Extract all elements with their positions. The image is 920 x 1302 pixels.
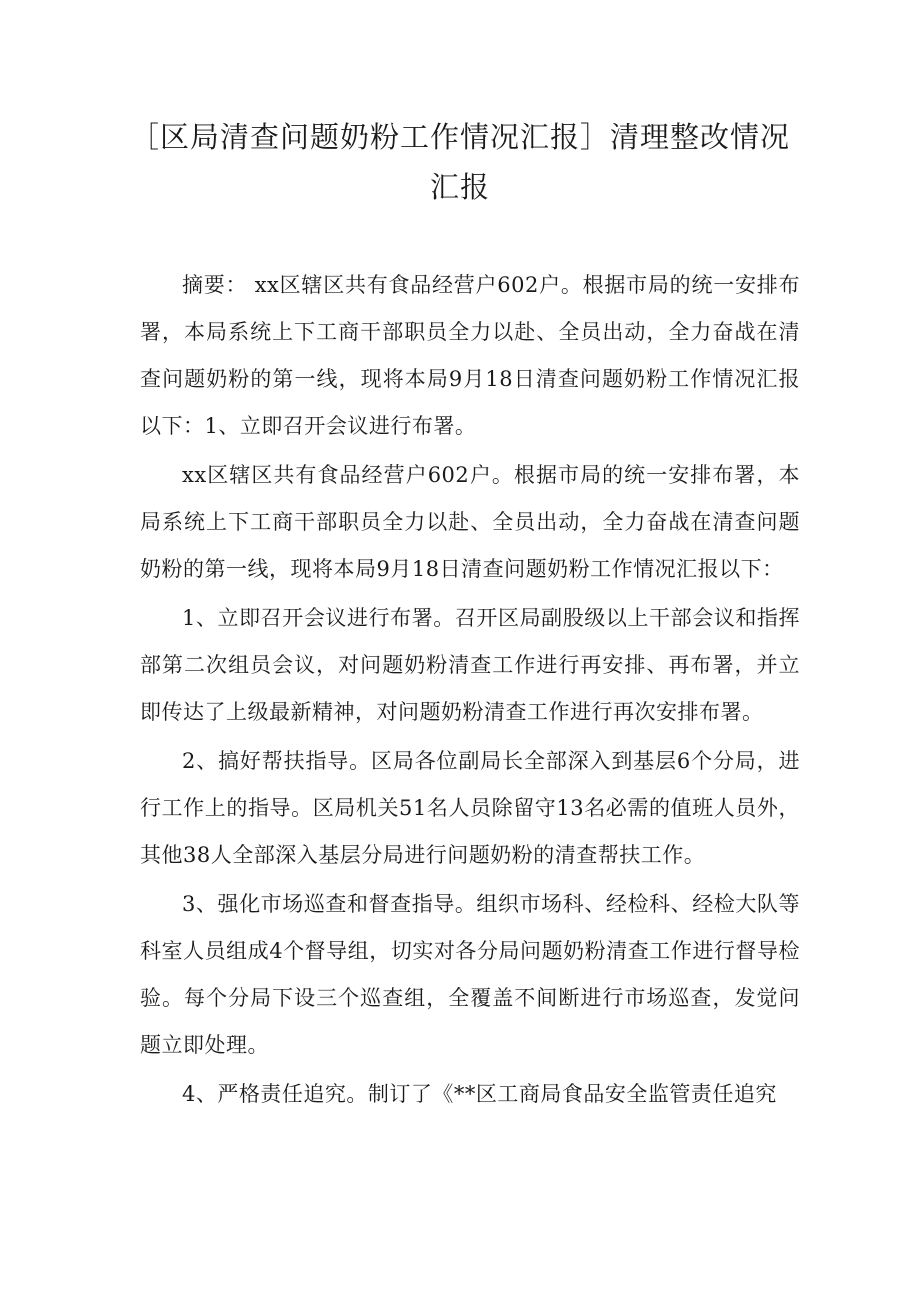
- document-body: [140, 262, 800, 1120]
- paragraph-item-4: 4、严格责任追究。制订了《**区工商局食品安全监管责任追究: [182, 1082, 777, 1106]
- paragraph-item-3: 3、强化市场巡查和督查指导。组织市场科、经检科、经检大队等科室人员组成4个督导组，切实对各分局问题奶粉清查工作进行督导检验。每个分局下设三个巡查组，全覆盖不间断进行市场巡查，发觉问题立即处理。: [140, 892, 800, 1057]
- document-title: ［区局清查问题奶粉工作情况汇报］清理整改情况汇报: [129, 120, 790, 204]
- paragraph-item-2: 2、搞好帮扶指导。区局各位副局长全部深入到基层6个分局，进行工作上的指导。区局机关51名人员除留守13名必需的值班人员外，其他38人全部深入基层分局进行问题奶粉的清查帮扶工作。: [140, 749, 800, 867]
- paragraph-item-1: 1、立即召开会议进行布署。召开区局副股级以上干部会议和指挥部第二次组员会议，对问题奶粉清查工作进行再安排、再布署，并立即传达了上级最新精神，对问题奶粉清查工作进行再次安排布署。: [140, 606, 800, 724]
- paragraph-intro: xx区辖区共有食品经营户602户。根据市局的统一安排布署，本局系统上下工商干部职员全力以赴、全员出动，全力奋战在清查问题奶粉的第一线，现将本局9月18日清查问题奶粉工作情况汇报以下：: [140, 463, 800, 581]
- paragraph-abstract: 摘要： xx区辖区共有食品经营户602户。根据市局的统一安排布署，本局系统上下工商干部职员全力以赴、全员出动，全力奋战在清查问题奶粉的第一线，现将本局9月18日清查问题奶粉工作情况汇报以下：1、立即召开会议进行布署。: [140, 273, 800, 438]
